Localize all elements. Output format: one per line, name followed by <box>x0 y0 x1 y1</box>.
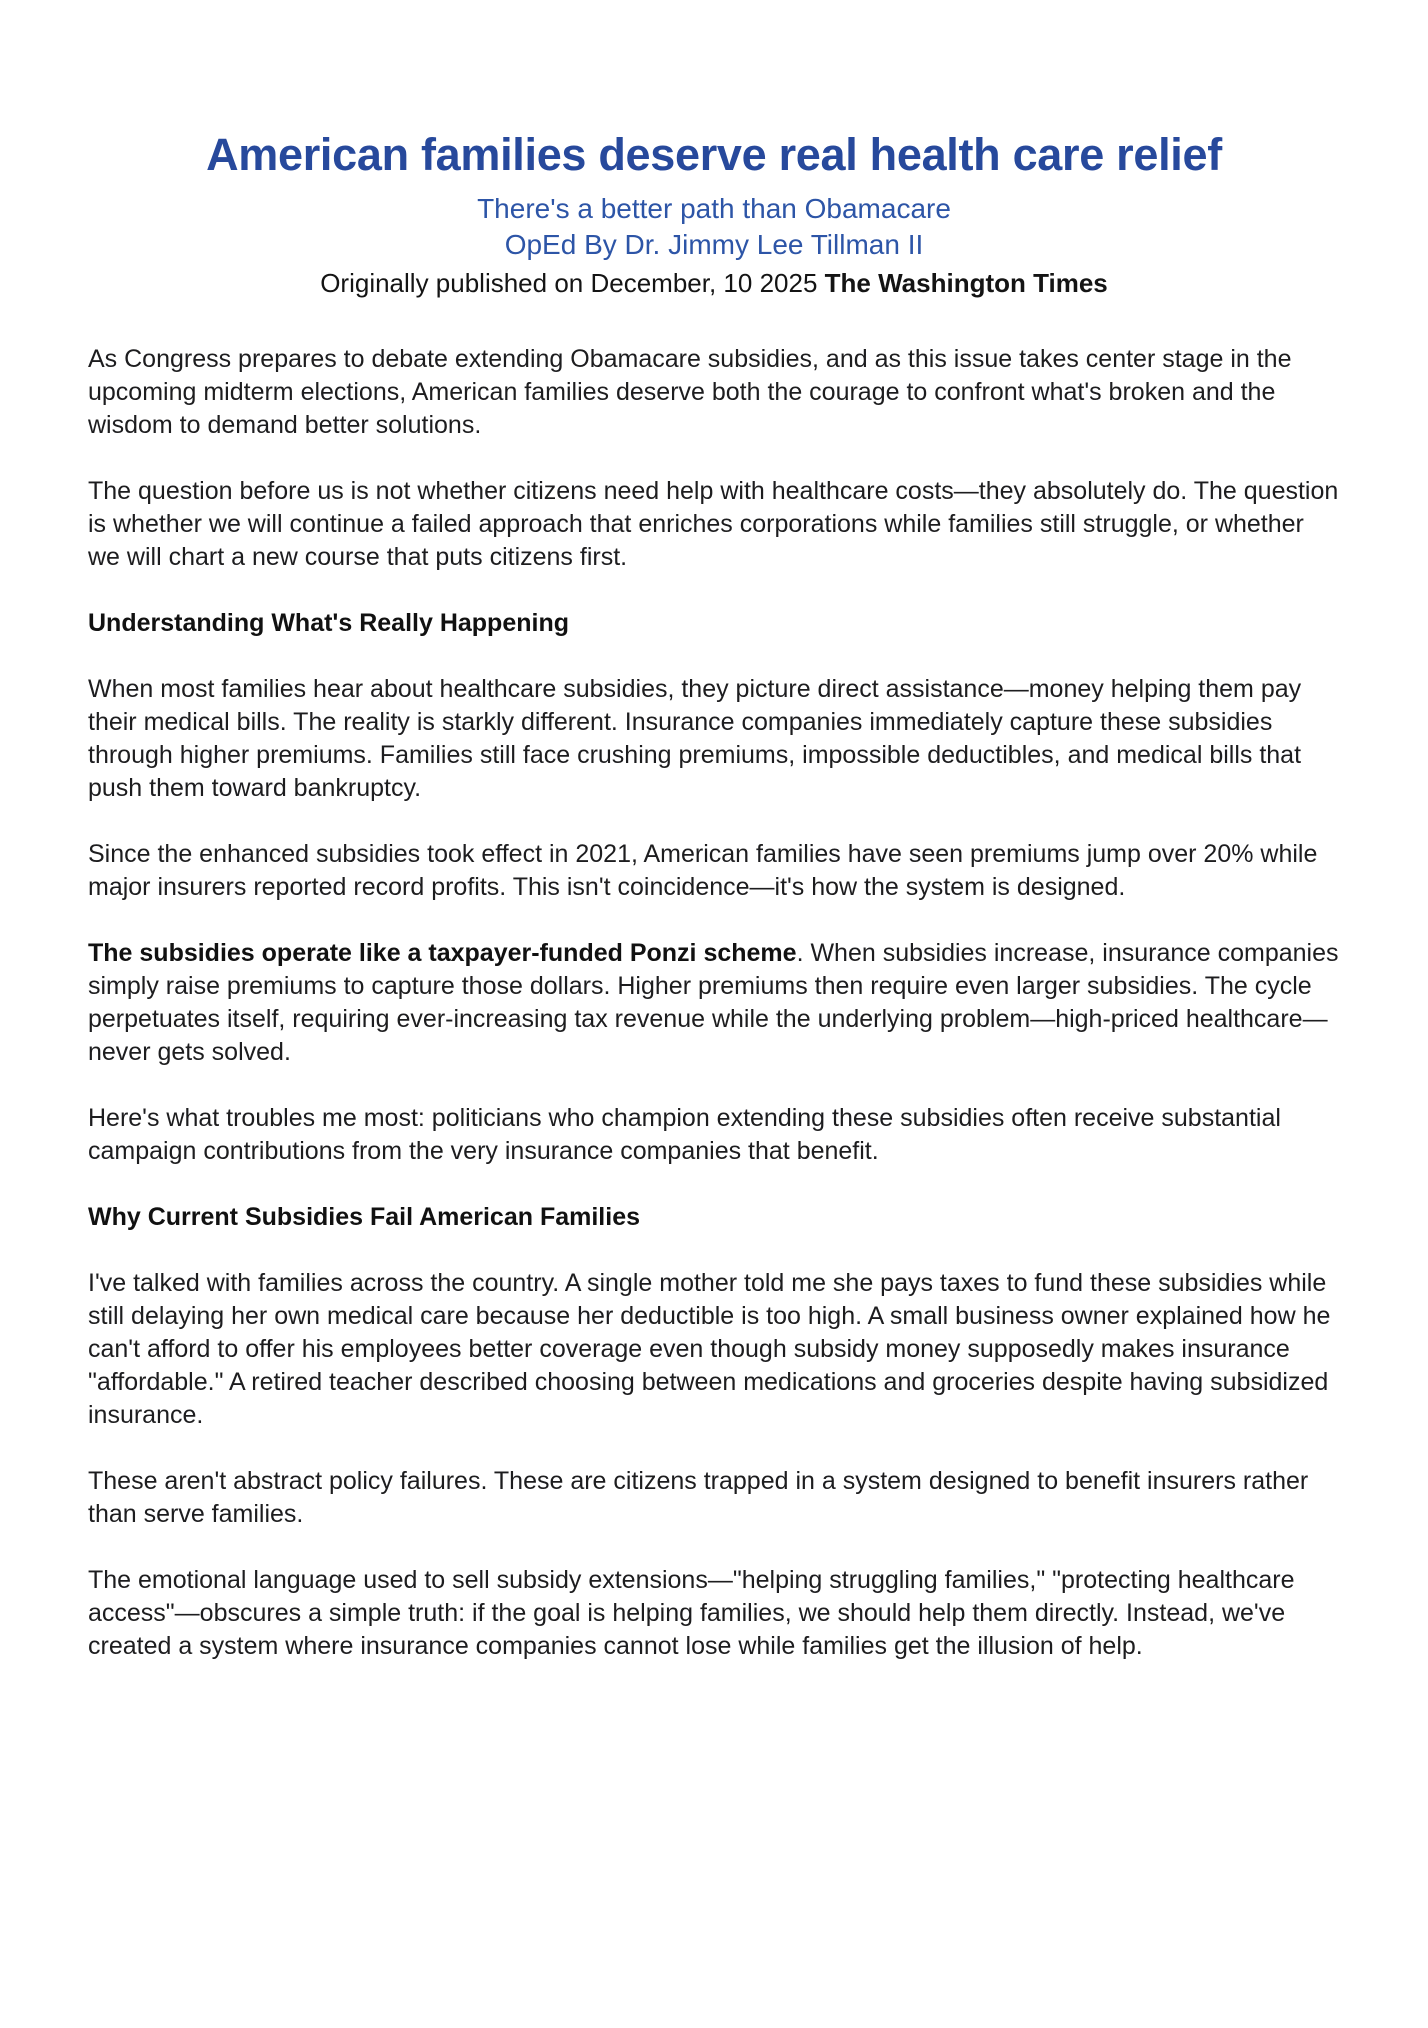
article-subtitle: There's a better path than Obamacare <box>477 192 951 224</box>
paragraph-abstract-policy-failures: These aren't abstract policy failures. These are citizens trapped in a system designed to benefit insurers rather than serve families. <box>88 1466 1309 1528</box>
publication-line <box>88 268 1340 299</box>
paragraph-congress-debate: As Congress prepares to debate extending Obamacare subsidies, and as this issue takes center stage in the upcoming midterm elections, American families deserve both the courage to confront what's broken and the wisdom to demand better solutions. <box>88 344 1292 439</box>
article-byline: OpEd By Dr. Jimmy Lee Tillman II <box>504 229 924 261</box>
paragraph-emotional-language: The emotional language used to sell subsidy extensions—"helping struggling families," "protecting healthcare access"—obscures a simple truth: if the goal is helping families, we should help them directly. Instead, we've created a system where insurance companies cannot lose while families get the illusion of help. <box>88 1565 1295 1660</box>
ponzi-bold-lead: The subsidies operate like a taxpayer-funded Ponzi scheme <box>88 938 797 967</box>
paragraph-when-families-hear: When most families hear about healthcare subsidies, they picture direct assistance—money helping them pay their medical bills. The reality is starkly different. Insurance companies immediately capture these subsidies through higher premiums. Families still face crushing premiums, impossible deductibles, and medical bills that push them toward bankruptcy. <box>88 674 1302 802</box>
ponzi-rest-text: . When subsidies increase, insurance companies simply raise premiums to capture those dollars. Higher premiums then require even larger subsidies. The cycle perpetuates itself, requiring ever-increasing tax revenue while the underlying problem—high-priced healthcare—never gets solved. <box>88 938 1339 1066</box>
publication-prefix: Originally published on December, 10 2025 <box>320 267 825 298</box>
publication-name: The Washington Times <box>824 267 1108 298</box>
paragraph-since-2021: Since the enhanced subsidies took effect in 2021, American families have seen premiums jump over 20% while major insurers reported record profits. This isn't coincidence—it's how the system is designed. <box>88 839 1318 901</box>
heading-understanding: Understanding What's Really Happening <box>88 608 569 637</box>
paragraph-troubles-me-most: Here's what troubles me most: politicians who champion extending these subsidies often receive substantial campaign contributions from the very insurance companies that benefit. <box>88 1103 1281 1165</box>
article-title: American families deserve real health care relief <box>206 129 1222 180</box>
paragraph-ponzi-scheme <box>88 937 1340 1069</box>
heading-why-subsidies-fail: Why Current Subsidies Fail American Families <box>88 1202 641 1231</box>
paragraph-question-before-us: The question before us is not whether citizens need help with healthcare costs—they absolutely do. The question is whether we will continue a failed approach that enriches corporations while families still struggle, or whether we will chart a new course that puts citizens first. <box>88 476 1339 571</box>
paragraph-talked-with-families: I've talked with families across the country. A single mother told me she pays taxes to fund these subsidies while still delaying her own medical care because her deductible is too high. A small business owner explained how he can't afford to offer his employees better coverage even though subsidy money supposedly makes insurance "affordable." A retired teacher described choosing between medications and groceries despite having subsidized insurance. <box>88 1268 1331 1429</box>
